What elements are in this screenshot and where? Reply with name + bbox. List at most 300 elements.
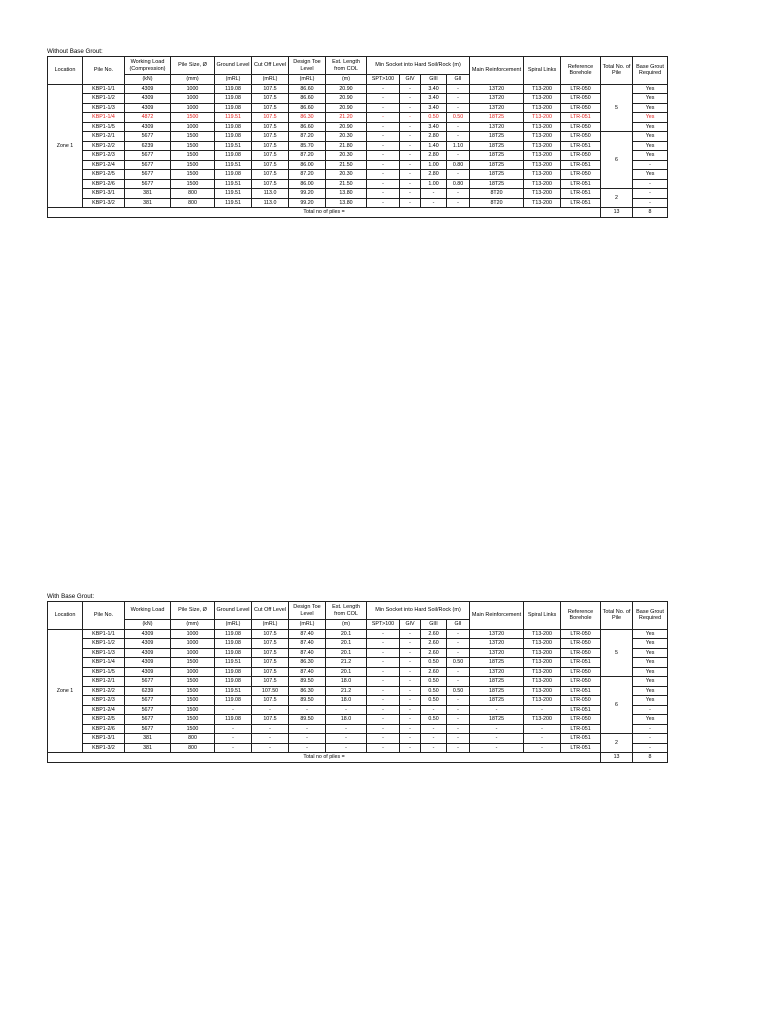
table-cell: 5677 (125, 179, 171, 189)
table-cell: - (252, 705, 289, 715)
pile-schedule-table (47, 601, 668, 763)
table-cell: 1500 (171, 715, 215, 725)
table-cell: - (447, 198, 470, 208)
unit-header: (mRL) (215, 75, 252, 85)
table-cell: - (367, 686, 400, 696)
table-cell: 107.5 (252, 113, 289, 123)
table-cell: - (447, 715, 470, 725)
table-cell: 5677 (125, 715, 171, 725)
table-cell: 119.08 (215, 122, 252, 132)
table-cell: KBP1-2/2 (83, 141, 125, 151)
table-cell: T13-200 (524, 151, 561, 161)
table-cell: - (215, 705, 252, 715)
total-grout-value: 8 (633, 208, 668, 218)
table-cell: 6239 (125, 686, 171, 696)
table-cell: 119.08 (215, 667, 252, 677)
table-cell: - (326, 724, 367, 734)
table-cell: 4309 (125, 94, 171, 104)
table-cell: 85.70 (289, 141, 326, 151)
unit-header: (mm) (171, 620, 215, 630)
table-cell: KBP1-1/1 (83, 84, 125, 94)
grout-cell: Yes (633, 122, 668, 132)
table-cell: KBP1-2/4 (83, 705, 125, 715)
pile-count-cell: 2 (601, 734, 633, 753)
table-cell: 18T25 (470, 686, 524, 696)
table-row (48, 715, 668, 725)
table-cell: 119.08 (215, 629, 252, 639)
table-cell: 0.50 (447, 686, 470, 696)
table-cell: - (400, 94, 421, 104)
design-toe-level-header: Design Toe Level (289, 602, 326, 620)
table-cell: KBP1-2/5 (83, 715, 125, 725)
table-cell: 20.90 (326, 103, 367, 113)
grout-cell: Yes (633, 696, 668, 706)
table-cell: - (367, 113, 400, 123)
table-cell: 18T25 (470, 141, 524, 151)
table-cell: - (400, 715, 421, 725)
table-cell: 0.50 (421, 113, 447, 123)
table-cell: 0.50 (421, 696, 447, 706)
table-cell: - (367, 734, 400, 744)
table-cell: - (400, 170, 421, 180)
table-row (48, 94, 668, 104)
table-cell: - (421, 198, 447, 208)
table-cell: 119.08 (215, 696, 252, 706)
est-length-header: Est. Length from COL (326, 57, 367, 75)
table-cell: KBP1-2/6 (83, 179, 125, 189)
table-cell: 1500 (171, 160, 215, 170)
table-cell: T13-200 (524, 94, 561, 104)
table-cell: 5677 (125, 696, 171, 706)
table-cell: 119.08 (215, 648, 252, 658)
table-cell: 18T25 (470, 179, 524, 189)
min-socket-header: Min Socket into Hard Soil/Rock (m) (367, 602, 470, 620)
table-cell: - (400, 160, 421, 170)
grout-cell: Yes (633, 151, 668, 161)
table-cell: 18.0 (326, 677, 367, 687)
table-row (48, 113, 668, 123)
table-cell: 5677 (125, 705, 171, 715)
table-cell: T13-200 (524, 122, 561, 132)
table-cell: LTR-051 (561, 743, 601, 753)
table-cell: 86.00 (289, 160, 326, 170)
table-row (48, 696, 668, 706)
table-cell: - (447, 677, 470, 687)
table-cell: - (421, 734, 447, 744)
table-cell: T13-200 (524, 629, 561, 639)
table-cell: 1500 (171, 141, 215, 151)
table-cell: T13-200 (524, 113, 561, 123)
table-cell: - (400, 639, 421, 649)
table-cell: 2.60 (421, 629, 447, 639)
unit-header: (kN) (125, 75, 171, 85)
table-cell: 119.08 (215, 84, 252, 94)
table-cell: LTR-050 (561, 696, 601, 706)
table-cell: LTR-050 (561, 170, 601, 180)
unit-header: (m) (326, 75, 367, 85)
table-cell: 20.1 (326, 639, 367, 649)
table-cell: 86.60 (289, 122, 326, 132)
table-cell: 119.08 (215, 103, 252, 113)
table-cell: 21.2 (326, 686, 367, 696)
table-cell: - (470, 705, 524, 715)
table-cell: - (400, 686, 421, 696)
unit-header: GIII (421, 620, 447, 630)
table-cell: - (447, 629, 470, 639)
table-cell: KBP1-2/1 (83, 677, 125, 687)
grout-cell: Yes (633, 639, 668, 649)
pile-count-cell: 5 (601, 84, 633, 132)
table-cell: 3.40 (421, 94, 447, 104)
table-cell: T13-200 (524, 696, 561, 706)
table-cell: 1.00 (421, 160, 447, 170)
grout-cell: Yes (633, 113, 668, 123)
table-cell: - (524, 734, 561, 744)
section-title: Without Base Grout: (47, 48, 103, 55)
table-cell: 20.90 (326, 122, 367, 132)
grout-cell: Yes (633, 677, 668, 687)
table-cell: LTR-051 (561, 179, 601, 189)
working-load-header: Working Load (125, 602, 171, 620)
table-cell: 381 (125, 743, 171, 753)
table-cell: LTR-051 (561, 141, 601, 151)
table-cell: 5677 (125, 132, 171, 142)
grout-cell: Yes (633, 84, 668, 94)
table-cell: - (400, 84, 421, 94)
unit-header: GIII (421, 75, 447, 85)
table-cell: LTR-050 (561, 84, 601, 94)
table-cell: - (215, 724, 252, 734)
table-cell: 4309 (125, 648, 171, 658)
table-cell: - (367, 658, 400, 668)
table-cell: 87.40 (289, 667, 326, 677)
table-row (48, 639, 668, 649)
table-cell: 2.80 (421, 151, 447, 161)
table-row (48, 160, 668, 170)
table-cell: 119.51 (215, 198, 252, 208)
table-cell: - (400, 189, 421, 199)
table-cell: 0.50 (421, 715, 447, 725)
grout-cell: Yes (633, 648, 668, 658)
table-cell: 381 (125, 189, 171, 199)
table-cell: - (367, 84, 400, 94)
table-cell: 4872 (125, 113, 171, 123)
est-length-header: Est. Length from COL (326, 602, 367, 620)
unit-header: SPT>100 (367, 75, 400, 85)
table-cell: T13-200 (524, 132, 561, 142)
table-cell: 119.51 (215, 179, 252, 189)
table-cell: - (289, 743, 326, 753)
table-cell: 119.51 (215, 113, 252, 123)
table-cell: - (421, 189, 447, 199)
table-cell: - (524, 705, 561, 715)
table-cell: - (367, 160, 400, 170)
table-cell: - (447, 667, 470, 677)
unit-header: (kN) (125, 620, 171, 630)
table-cell: 381 (125, 734, 171, 744)
table-cell: - (326, 705, 367, 715)
table-cell: KBP1-3/1 (83, 189, 125, 199)
table-cell: LTR-050 (561, 103, 601, 113)
section-title: With Base Grout: (47, 593, 95, 600)
table-cell: - (447, 189, 470, 199)
table-cell: KBP1-3/2 (83, 198, 125, 208)
table-cell: 1000 (171, 667, 215, 677)
table-cell: - (367, 132, 400, 142)
table-cell: 20.30 (326, 170, 367, 180)
table-cell: - (400, 705, 421, 715)
table-cell: LTR-051 (561, 705, 601, 715)
table-cell: 107.5 (252, 151, 289, 161)
table-cell: T13-200 (524, 103, 561, 113)
table-cell: KBP1-1/3 (83, 648, 125, 658)
table-cell: - (367, 198, 400, 208)
table-cell: - (470, 734, 524, 744)
table-cell: 1000 (171, 94, 215, 104)
grout-cell: - (633, 724, 668, 734)
table-cell: 119.51 (215, 686, 252, 696)
table-cell: 20.90 (326, 94, 367, 104)
table-cell: 1500 (171, 151, 215, 161)
table-cell: 86.60 (289, 84, 326, 94)
table-cell: 3.40 (421, 103, 447, 113)
table-cell: 1000 (171, 629, 215, 639)
table-cell: LTR-051 (561, 686, 601, 696)
ground-level-header: Ground Level (215, 57, 252, 75)
table-cell: - (289, 734, 326, 744)
pile-no-header: Pile No. (83, 57, 125, 85)
table-cell: KBP1-1/4 (83, 113, 125, 123)
table-cell: 4309 (125, 84, 171, 94)
table-cell: 107.5 (252, 170, 289, 180)
table-cell: 13.80 (326, 198, 367, 208)
grout-cell: - (633, 198, 668, 208)
table-cell: 21.80 (326, 141, 367, 151)
spiral-links-header: Spiral Links (524, 602, 561, 630)
table-cell: 1000 (171, 84, 215, 94)
table-cell: 20.1 (326, 667, 367, 677)
table-cell: 1.40 (421, 141, 447, 151)
table-cell: 107.5 (252, 639, 289, 649)
table-cell: 107.5 (252, 648, 289, 658)
table-cell: 86.30 (289, 113, 326, 123)
table-cell: 0.50 (447, 658, 470, 668)
table-cell: 18T25 (470, 151, 524, 161)
table-cell: 3.40 (421, 84, 447, 94)
table-cell: 800 (171, 743, 215, 753)
grout-cell: Yes (633, 667, 668, 677)
table-cell: - (447, 170, 470, 180)
grout-cell: - (633, 179, 668, 189)
table-cell: KBP1-2/3 (83, 151, 125, 161)
table-row (48, 677, 668, 687)
table-cell: - (400, 113, 421, 123)
table-cell: T13-200 (524, 715, 561, 725)
table-cell: 1500 (171, 724, 215, 734)
table-cell: - (400, 141, 421, 151)
table-cell: 13T20 (470, 648, 524, 658)
table-row (48, 141, 668, 151)
table-cell: - (400, 629, 421, 639)
table-cell: - (367, 667, 400, 677)
table-cell: - (367, 179, 400, 189)
table-cell: - (367, 743, 400, 753)
table-cell: 800 (171, 734, 215, 744)
table-cell: - (470, 743, 524, 753)
table-cell: 1500 (171, 686, 215, 696)
table-cell: 107.5 (252, 132, 289, 142)
table-cell: LTR-051 (561, 189, 601, 199)
table-row (48, 179, 668, 189)
table-cell: - (447, 648, 470, 658)
table-cell: T13-200 (524, 648, 561, 658)
table-cell: 113.0 (252, 198, 289, 208)
table-cell: 0.50 (421, 686, 447, 696)
table-cell: LTR-051 (561, 658, 601, 668)
table-cell: - (447, 724, 470, 734)
table-cell: - (289, 705, 326, 715)
table-cell: 13T20 (470, 122, 524, 132)
grout-cell: Yes (633, 629, 668, 639)
table-cell: - (400, 743, 421, 753)
table-cell: - (367, 639, 400, 649)
grout-cell: - (633, 705, 668, 715)
table-cell: 1500 (171, 696, 215, 706)
table-cell: 119.08 (215, 94, 252, 104)
table-cell: 18T25 (470, 677, 524, 687)
table-cell: 99.20 (289, 198, 326, 208)
table-cell: 113.0 (252, 189, 289, 199)
table-row (48, 170, 668, 180)
table-cell: - (400, 179, 421, 189)
table-cell: - (367, 705, 400, 715)
zone-cell: Zone 1 (48, 84, 83, 208)
unit-header: GIV (400, 620, 421, 630)
table-cell: - (400, 677, 421, 687)
total-grout-value: 8 (633, 753, 668, 763)
table-cell: 1500 (171, 677, 215, 687)
table-cell: 119.51 (215, 141, 252, 151)
table-cell: 2.60 (421, 648, 447, 658)
table-cell: KBP1-2/1 (83, 132, 125, 142)
table-cell: 86.60 (289, 103, 326, 113)
reference-borehole-header: Reference Borehole (561, 602, 601, 630)
table-cell: T13-200 (524, 667, 561, 677)
table-cell: KBP1-1/4 (83, 658, 125, 668)
table-cell: 18.0 (326, 715, 367, 725)
total-piles-value: 13 (601, 208, 633, 218)
table-cell: 107.5 (252, 715, 289, 725)
table-row (48, 734, 668, 744)
table-cell: 1.10 (447, 141, 470, 151)
table-row (48, 198, 668, 208)
table-cell: T13-200 (524, 179, 561, 189)
table-cell: 1500 (171, 705, 215, 715)
table-cell: 1500 (171, 170, 215, 180)
table-cell: - (400, 734, 421, 744)
table-cell: 8T20 (470, 198, 524, 208)
table-cell: 18.0 (326, 696, 367, 706)
table-cell: T13-200 (524, 170, 561, 180)
table-cell: KBP1-3/2 (83, 743, 125, 753)
table-cell: 119.08 (215, 677, 252, 687)
table-cell: 119.08 (215, 170, 252, 180)
table-cell: 2.60 (421, 639, 447, 649)
table-cell: T13-200 (524, 198, 561, 208)
table-cell: 107.5 (252, 103, 289, 113)
unit-header: (mRL) (215, 620, 252, 630)
table-cell: LTR-051 (561, 113, 601, 123)
unit-header: (mm) (171, 75, 215, 85)
table-cell: - (367, 141, 400, 151)
working-load-header: Working Load (Compression) (125, 57, 171, 75)
table-cell: - (367, 189, 400, 199)
pile-schedule-table (47, 56, 668, 218)
table-cell: 107.5 (252, 677, 289, 687)
table-cell: 8T20 (470, 189, 524, 199)
total-label: Total no of piles = (48, 753, 601, 763)
grout-cell: Yes (633, 686, 668, 696)
table-cell: - (447, 743, 470, 753)
table-cell: 18T25 (470, 132, 524, 142)
table-cell: 1500 (171, 179, 215, 189)
table-cell: 86.00 (289, 179, 326, 189)
table-row (48, 629, 668, 639)
unit-header: (mRL) (252, 75, 289, 85)
grout-cell: Yes (633, 170, 668, 180)
table-cell: T13-200 (524, 189, 561, 199)
table-cell: - (400, 648, 421, 658)
table-cell: 6239 (125, 141, 171, 151)
table-cell: - (367, 103, 400, 113)
table-cell: LTR-050 (561, 677, 601, 687)
table-row (48, 84, 668, 94)
grout-cell: Yes (633, 715, 668, 725)
table-cell: LTR-050 (561, 122, 601, 132)
table-cell: KBP1-2/5 (83, 170, 125, 180)
pile-size-header: Pile Size, Ø (171, 57, 215, 75)
table-cell: KBP1-1/2 (83, 639, 125, 649)
table-cell: 107.5 (252, 658, 289, 668)
table-cell: 20.30 (326, 132, 367, 142)
table-cell: 107.5 (252, 84, 289, 94)
table-cell: 89.50 (289, 677, 326, 687)
table-cell: 18T25 (470, 113, 524, 123)
table-cell: 800 (171, 198, 215, 208)
table-cell: 13T20 (470, 94, 524, 104)
table-cell: KBP1-1/5 (83, 667, 125, 677)
base-grout-required-header: Base Grout Required (633, 602, 668, 630)
table-cell: 21.50 (326, 160, 367, 170)
unit-header: SPT>100 (367, 620, 400, 630)
table-cell: 4309 (125, 103, 171, 113)
table-row (48, 103, 668, 113)
table-cell: - (326, 743, 367, 753)
table-cell: 5677 (125, 677, 171, 687)
table-cell: 0.80 (447, 160, 470, 170)
table-row (48, 724, 668, 734)
table-cell: - (326, 734, 367, 744)
table-row (48, 189, 668, 199)
table-cell: - (367, 122, 400, 132)
table-cell: KBP1-1/2 (83, 94, 125, 104)
table-row (48, 151, 668, 161)
unit-header: GII (447, 75, 470, 85)
table-cell: KBP1-2/2 (83, 686, 125, 696)
table-cell: LTR-050 (561, 629, 601, 639)
table-cell: LTR-051 (561, 734, 601, 744)
table-cell: 1000 (171, 648, 215, 658)
